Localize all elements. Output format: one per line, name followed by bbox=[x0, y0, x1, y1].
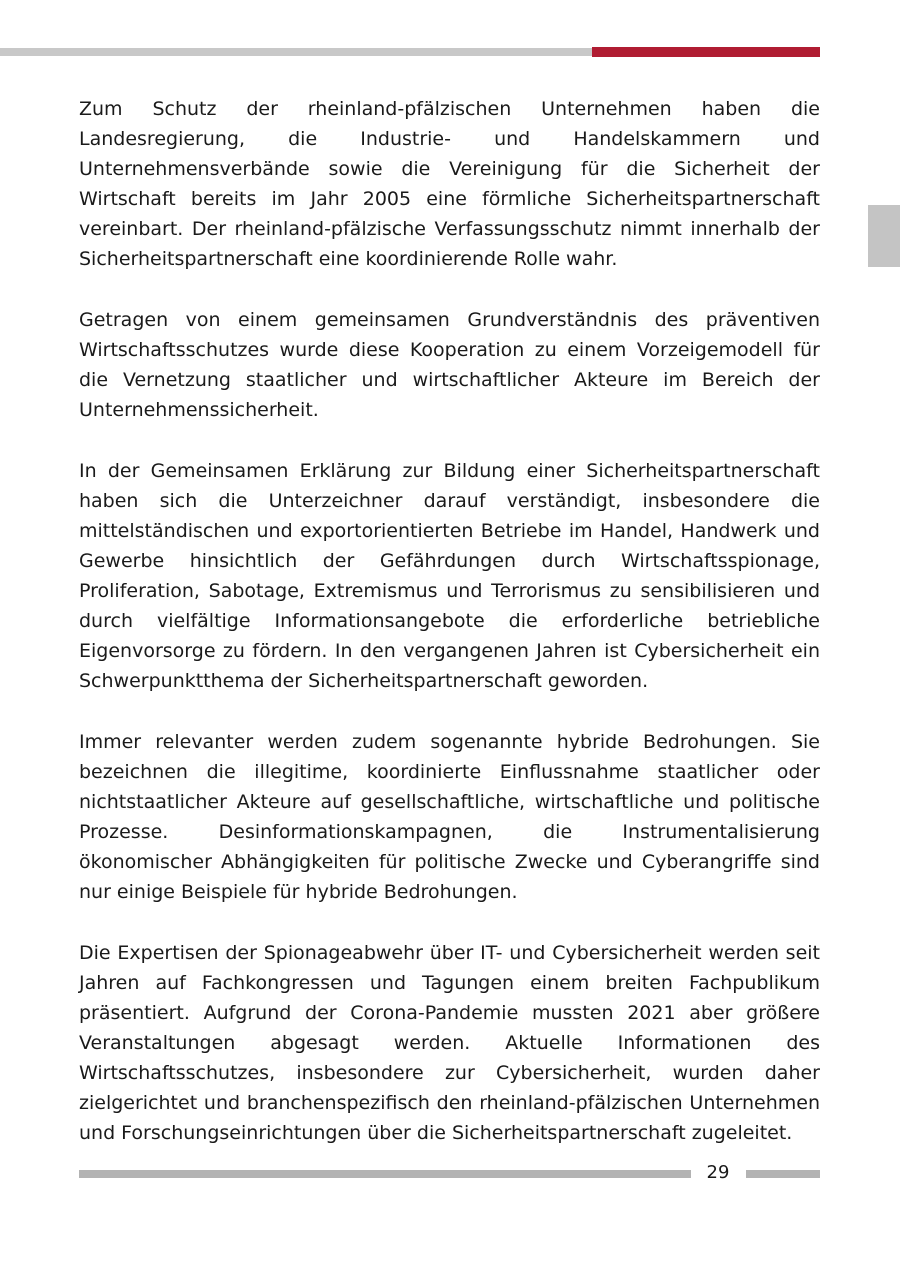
paragraph-3: In der Gemeinsamen Erklärung zur Bildung einer Sicherheitspartnerschaft haben sich die Unterzeichner darauf verständigt, insbesondere die mittelständischen und exportorientierten Betriebe im Handel, Handwerk und Gewerbe hinsichtlich der Gefährdungen durch Wirtschaftsspionage, Proliferation, Sabotage, Extremismus und Terrorismus zu sensibilisieren und durch vielfältige Informationsangebote die erforderliche betriebliche Eigenvorsorge zu fördern. In den vergangenen Jahren ist Cybersicherheit ein Schwerpunktthema der Sicherheitspartnerschaft geworden. bbox=[79, 460, 820, 692]
paragraph-4: Immer relevanter werden zudem sogenannte hybride Bedrohungen. Sie bezeichnen die illegitime, koordinierte Einflussnahme staatlicher oder nichtstaatlicher Akteure auf gesellschaftliche, wirtschaftliche und politische Prozesse. Desinformationskampagnen, die Instrumentalisierung ökonomischer Abhängigkeiten für politische Zwecke und Cyberangriffe sind nur einige Beispiele für hybride Bedrohungen. bbox=[79, 731, 820, 903]
footer-rule-left bbox=[79, 1170, 691, 1178]
paragraph-5: Die Expertisen der Spionageabwehr über IT- und Cybersicherheit werden seit Jahren auf Fachkongressen und Tagungen einem breiten Fachpublikum präsentiert. Aufgrund der Corona-Pandemie mussten 2021 aber größere Veranstaltungen abgesagt werden. Aktuelle Informationen des Wirtschaftsschutzes, insbesondere zur Cybersicherheit, wurden daher zielgerichtet und branchenspezifisch den rheinland-pfälzischen Unternehmen und Forschungseinrichtungen über die Sicherheitspartnerschaft zugeleitet. bbox=[79, 942, 820, 1144]
header-rule-accent bbox=[592, 47, 820, 57]
header-rule-gray bbox=[0, 48, 592, 56]
page-number: 29 bbox=[706, 1162, 730, 1183]
footer-rule-right bbox=[746, 1170, 820, 1178]
chapter-side-tab bbox=[868, 205, 900, 267]
paragraph-2: Getragen von einem gemeinsamen Grundverständnis des präventiven Wirtschaftsschutzes wurde diese Kooperation zu einem Vorzeigemodell für die Vernetzung staatlicher und wirtschaftlicher Akteure im Bereich der Unternehmenssicherheit. bbox=[79, 309, 820, 421]
body-text bbox=[79, 94, 820, 1179]
paragraph-1: Zum Schutz der rheinland-pfälzischen Unternehmen haben die Landesregierung, die Industrie- und Handelskammern und Unternehmensverbände sowie die Vereinigung für die Sicherheit der Wirtschaft bereits im Jahr 2005 eine förmliche Sicherheitspartnerschaft vereinbart. Der rheinland-pfälzische Verfassungsschutz nimmt innerhalb der Sicherheitspartnerschaft eine koordinierende Rolle wahr. bbox=[79, 98, 820, 270]
